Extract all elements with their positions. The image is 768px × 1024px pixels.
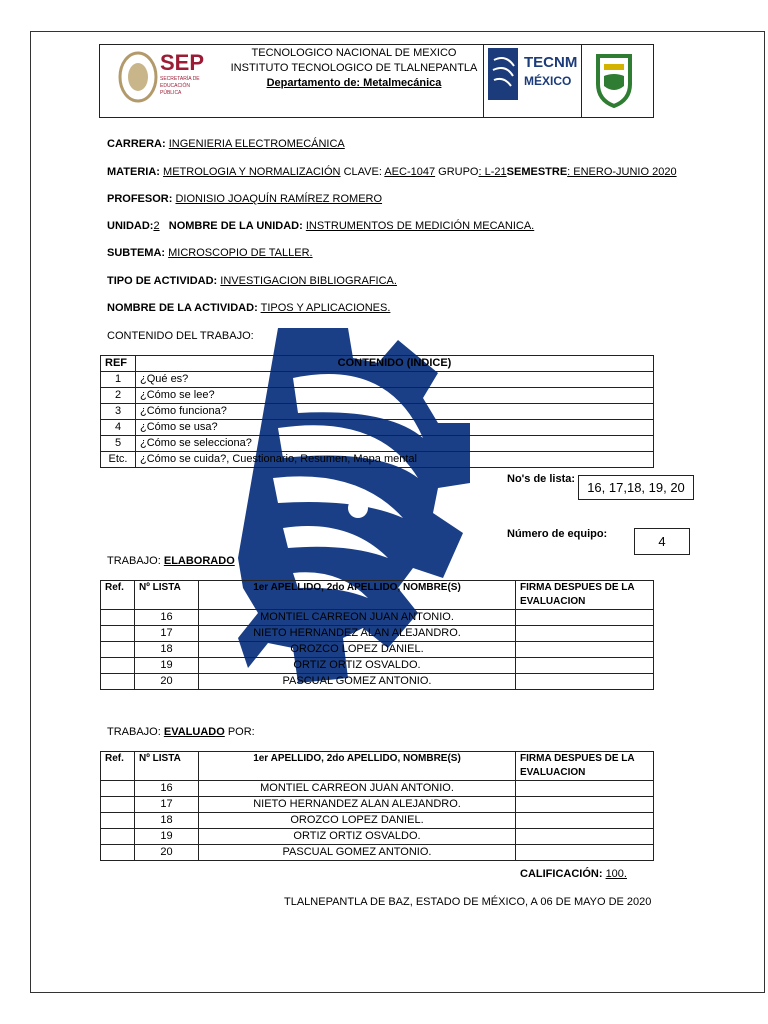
- table-row: [101, 845, 654, 861]
- table-cell: 3: [101, 404, 136, 420]
- table-header-cell: Ref.: [101, 752, 135, 781]
- evaluado-label: TRABAJO:: [107, 726, 161, 738]
- calificacion: [520, 868, 627, 880]
- clave-value: AEC-1047: [384, 166, 436, 178]
- table-cell: [516, 845, 654, 861]
- elaborado-heading: [107, 555, 235, 567]
- table-cell: [516, 626, 654, 642]
- elaborado-value: ELABORADO: [163, 555, 235, 567]
- field-profesor: [107, 193, 382, 205]
- lista-value-box: 16, 17,18, 19, 20: [578, 475, 694, 500]
- table-cell: MONTIEL CARREON JUAN ANTONIO.: [199, 781, 516, 797]
- carrera-label: CARRERA:: [107, 138, 166, 150]
- table-cell: 16: [135, 781, 199, 797]
- table-header-cell: CONTENIDO (INDICE): [136, 356, 654, 372]
- table-cell: [101, 642, 135, 658]
- table-header-row: [101, 356, 654, 372]
- table-cell: ORTIZ ORTIZ OSVALDO.: [199, 829, 516, 845]
- table-cell: [516, 813, 654, 829]
- field-carrera: [107, 138, 345, 150]
- table-cell: [516, 658, 654, 674]
- table-cell: PASCUAL GOMEZ ANTONIO.: [199, 845, 516, 861]
- header-title: [220, 46, 488, 91]
- header-department: Departamento de: Metalmecánica: [266, 77, 442, 89]
- table-cell: 2: [101, 388, 136, 404]
- table-cell: 19: [135, 829, 199, 845]
- table-row: [101, 781, 654, 797]
- unidad-value: 2: [153, 220, 160, 232]
- table-header-cell: REF: [101, 356, 136, 372]
- table-cell: [101, 813, 135, 829]
- evaluado-suffix: POR:: [227, 726, 255, 738]
- subtema-value: MICROSCOPIO DE TALLER.: [168, 247, 313, 259]
- table-row: [101, 797, 654, 813]
- table-cell: OROZCO LOPEZ DANIEL.: [199, 642, 516, 658]
- table-row: [101, 658, 654, 674]
- table-cell: [516, 674, 654, 690]
- table-header-cell: 1er APELLIDO, 2do APELLIDO, NOMBRE(S): [199, 581, 516, 610]
- nombre-actividad-label: NOMBRE DE LA ACTIVIDAD:: [107, 302, 258, 314]
- subtema-label: SUBTEMA:: [107, 247, 166, 259]
- semestre-value: : ENERO-JUNIO 2020: [567, 166, 677, 178]
- table-row: [101, 420, 654, 436]
- table-row: [101, 626, 654, 642]
- sep-logo-subtitle: SECRETARÍA DE EDUCACIÓN PÚBLICA: [160, 76, 200, 96]
- table-cell: ¿Cómo funciona?: [136, 404, 654, 420]
- semestre-label: SEMESTRE: [506, 166, 568, 178]
- table-cell: [516, 797, 654, 813]
- table-row: [101, 674, 654, 690]
- table-row: [101, 452, 654, 468]
- table-cell: NIETO HERNANDEZ ALAN ALEJANDRO.: [199, 797, 516, 813]
- contenido-label: CONTENIDO DEL TRABAJO:: [107, 330, 254, 342]
- profesor-value: DIONISIO JOAQUÍN RAMÍREZ ROMERO: [175, 193, 383, 205]
- table-cell: [101, 797, 135, 813]
- table-row: [101, 610, 654, 626]
- nombre-unidad-value: INSTRUMENTOS DE MEDICIÓN MECANICA.: [305, 220, 535, 232]
- table-cell: 1: [101, 372, 136, 388]
- field-tipo-actividad: [107, 275, 397, 287]
- table-row: [101, 372, 654, 388]
- table-header-cell: Nº LISTA: [135, 581, 199, 610]
- table-cell: ¿Cómo se cuida?, Cuestionario, Resumen, Mapa mental: [136, 452, 654, 468]
- field-nombre-actividad: [107, 302, 390, 314]
- tecnm-gear-icon: [486, 46, 520, 102]
- table-cell: [101, 626, 135, 642]
- content-table: [100, 355, 654, 468]
- table-header-row: [101, 752, 654, 781]
- carrera-value: INGENIERIA ELECTROMECÁNICA: [168, 138, 345, 150]
- tipo-actividad-value: INVESTIGACION BIBLIOGRAFICA.: [220, 275, 397, 287]
- table-row: [101, 642, 654, 658]
- table-cell: ¿Cómo se lee?: [136, 388, 654, 404]
- profesor-label: PROFESOR:: [107, 193, 173, 205]
- table-cell: 16: [135, 610, 199, 626]
- table-row: [101, 436, 654, 452]
- table-cell: [101, 658, 135, 674]
- table-cell: 18: [135, 813, 199, 829]
- institute-shield-logo: [594, 50, 634, 111]
- shield-icon: [594, 50, 634, 108]
- table-header-row: [101, 581, 654, 610]
- table-cell: 17: [135, 797, 199, 813]
- calificacion-label: CALIFICACIÓN:: [520, 868, 603, 880]
- table-cell: [101, 610, 135, 626]
- evaluado-table: [100, 751, 654, 861]
- field-unidad: [107, 220, 534, 232]
- evaluado-value: EVALUADO: [163, 726, 225, 738]
- elaborado-label: TRABAJO:: [107, 555, 161, 567]
- table-cell: 18: [135, 642, 199, 658]
- table-cell: OROZCO LOPEZ DANIEL.: [199, 813, 516, 829]
- table-cell: ¿Qué es?: [136, 372, 654, 388]
- table-cell: [101, 845, 135, 861]
- table-header-cell: FIRMA DESPUES DE LA EVALUACION: [516, 752, 654, 781]
- tipo-actividad-label: TIPO DE ACTIVIDAD:: [107, 275, 218, 287]
- sep-logo: [118, 50, 208, 106]
- mexico-seal-icon: [118, 50, 158, 104]
- calificacion-value: 100.: [605, 868, 627, 880]
- table-cell: ¿Cómo se usa?: [136, 420, 654, 436]
- table-header-cell: Ref.: [101, 581, 135, 610]
- header-line-1: TECNOLOGICO NACIONAL DE MEXICO: [251, 47, 457, 59]
- table-cell: [516, 610, 654, 626]
- tecnm-logo-text: TECNM: [524, 54, 578, 71]
- table-row: [101, 829, 654, 845]
- table-cell: 20: [135, 674, 199, 690]
- table-cell: 5: [101, 436, 136, 452]
- table-cell: NIETO HERNANDEZ ALAN ALEJANDRO.: [199, 626, 516, 642]
- grupo-label: GRUPO: [438, 166, 479, 178]
- materia-value: METROLOGIA Y NORMALIZACIÓN: [163, 166, 341, 178]
- tecnm-logo: [486, 46, 576, 104]
- grupo-value: : L-21: [478, 166, 507, 178]
- table-cell: 4: [101, 420, 136, 436]
- evaluado-heading: [107, 726, 255, 738]
- table-cell: PASCUAL GOMEZ ANTONIO.: [199, 674, 516, 690]
- place-date: TLALNEPANTLA DE BAZ, ESTADO DE MÉXICO, A 06 DE MAYO DE 2020: [284, 896, 652, 908]
- table-row: [101, 388, 654, 404]
- nombre-actividad-value: TIPOS Y APLICACIONES.: [260, 302, 391, 314]
- header-divider: [581, 45, 582, 117]
- table-cell: ORTIZ ORTIZ OSVALDO.: [199, 658, 516, 674]
- table-header-cell: Nº LISTA: [135, 752, 199, 781]
- table-cell: [516, 829, 654, 845]
- field-materia: [107, 166, 677, 178]
- field-subtema: [107, 247, 313, 259]
- unidad-label: UNIDAD:: [107, 220, 154, 232]
- sep-logo-text: SEP: [160, 50, 205, 75]
- table-cell: 17: [135, 626, 199, 642]
- header-line-2: INSTITUTO TECNOLOGICO DE TLALNEPANTLA: [230, 62, 478, 74]
- table-cell: [101, 674, 135, 690]
- table-cell: 20: [135, 845, 199, 861]
- table-row: [101, 404, 654, 420]
- elaborado-table: [100, 580, 654, 690]
- table-row: [101, 813, 654, 829]
- table-header-cell: 1er APELLIDO, 2do APELLIDO, NOMBRE(S): [199, 752, 516, 781]
- table-cell: [101, 829, 135, 845]
- table-cell: 19: [135, 658, 199, 674]
- equipo-value-box: 4: [634, 528, 690, 555]
- lista-label: No's de lista:: [507, 473, 576, 485]
- nombre-unidad-label: NOMBRE DE LA UNIDAD:: [168, 220, 303, 232]
- table-cell: MONTIEL CARREON JUAN ANTONIO.: [199, 610, 516, 626]
- table-cell: [516, 781, 654, 797]
- tecnm-logo-subtitle: MÉXICO: [524, 74, 572, 88]
- table-cell: Etc.: [101, 452, 136, 468]
- clave-label: CLAVE:: [343, 166, 382, 178]
- equipo-label: Número de equipo:: [507, 528, 608, 540]
- materia-label: MATERIA:: [107, 166, 160, 178]
- table-header-cell: FIRMA DESPUES DE LA EVALUACION: [516, 581, 654, 610]
- table-cell: ¿Cómo se selecciona?: [136, 436, 654, 452]
- table-cell: [101, 781, 135, 797]
- table-cell: [516, 642, 654, 658]
